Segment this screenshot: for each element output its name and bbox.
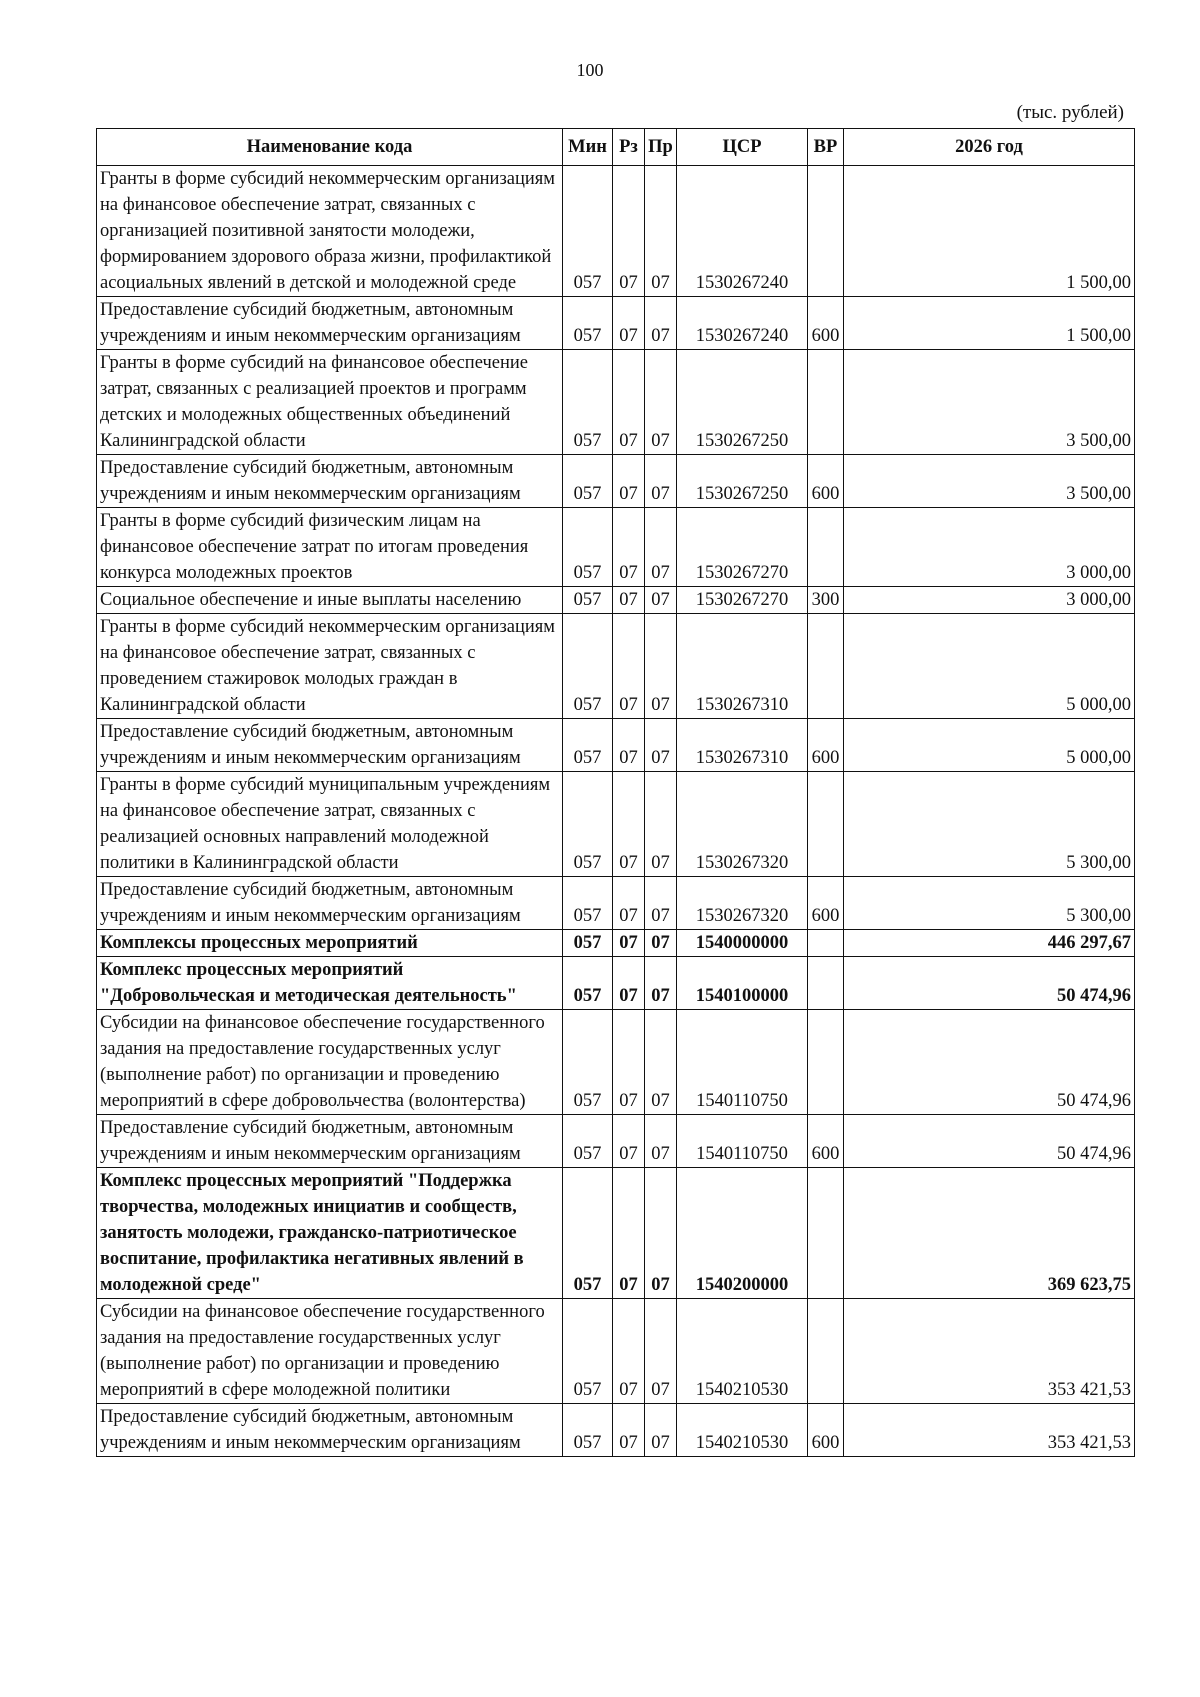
row-rz: 07 bbox=[613, 719, 645, 772]
row-csr: 1540100000 bbox=[677, 957, 808, 1010]
row-csr: 1530267270 bbox=[677, 508, 808, 587]
row-name: Гранты в форме субсидий на финансовое обеспечение затрат, связанных с реализацией проектов и программ детских и молодежных общественных объединений Калининградской области bbox=[97, 350, 563, 455]
row-pr: 07 bbox=[645, 350, 677, 455]
row-rz: 07 bbox=[613, 614, 645, 719]
row-csr: 1530267320 bbox=[677, 772, 808, 877]
row-pr: 07 bbox=[645, 1168, 677, 1299]
row-csr: 1530267310 bbox=[677, 614, 808, 719]
table-row bbox=[97, 1010, 1135, 1115]
row-pr: 07 bbox=[645, 930, 677, 957]
table-row bbox=[97, 1115, 1135, 1168]
row-min: 057 bbox=[563, 877, 613, 930]
row-pr: 07 bbox=[645, 877, 677, 930]
row-min: 057 bbox=[563, 614, 613, 719]
header-name: Наименование кода bbox=[97, 129, 563, 166]
row-name: Предоставление субсидий бюджетным, автономным учреждениям и иным некоммерческим организациям bbox=[97, 877, 563, 930]
row-min: 057 bbox=[563, 957, 613, 1010]
row-name: Комплекс процессных мероприятий "Добровольческая и методическая деятельность" bbox=[97, 957, 563, 1010]
row-name: Субсидии на финансовое обеспечение государственного задания на предоставление государственных услуг (выполнение работ) по организации и проведению мероприятий в сфере добровольчества (волонтерства) bbox=[97, 1010, 563, 1115]
row-vr bbox=[808, 1168, 844, 1299]
row-name: Комплексы процессных мероприятий bbox=[97, 930, 563, 957]
row-amount: 5 000,00 bbox=[844, 719, 1135, 772]
row-vr bbox=[808, 1010, 844, 1115]
row-vr: 600 bbox=[808, 1115, 844, 1168]
row-amount: 50 474,96 bbox=[844, 1010, 1135, 1115]
header-pr: Пр bbox=[645, 129, 677, 166]
row-csr: 1540000000 bbox=[677, 930, 808, 957]
row-amount: 446 297,67 bbox=[844, 930, 1135, 957]
table-row bbox=[97, 455, 1135, 508]
row-vr: 600 bbox=[808, 1404, 844, 1457]
row-name: Гранты в форме субсидий физическим лицам на финансовое обеспечение затрат по итогам проведения конкурса молодежных проектов bbox=[97, 508, 563, 587]
row-rz: 07 bbox=[613, 1299, 645, 1404]
row-name: Предоставление субсидий бюджетным, автономным учреждениям и иным некоммерческим организациям bbox=[97, 297, 563, 350]
row-vr: 600 bbox=[808, 719, 844, 772]
row-rz: 07 bbox=[613, 772, 645, 877]
row-amount: 3 500,00 bbox=[844, 350, 1135, 455]
row-min: 057 bbox=[563, 455, 613, 508]
page-number: 100 bbox=[576, 60, 604, 80]
row-name: Гранты в форме субсидий некоммерческим организациям на финансовое обеспечение затрат, связанных с проведением стажировок молодых граждан в Калининградской области bbox=[97, 614, 563, 719]
row-rz: 07 bbox=[613, 350, 645, 455]
row-amount: 3 500,00 bbox=[844, 455, 1135, 508]
row-rz: 07 bbox=[613, 1115, 645, 1168]
row-rz: 07 bbox=[613, 455, 645, 508]
table-row bbox=[97, 930, 1135, 957]
table-row bbox=[97, 1404, 1135, 1457]
row-csr: 1530267310 bbox=[677, 719, 808, 772]
row-csr: 1530267250 bbox=[677, 455, 808, 508]
row-csr: 1530267320 bbox=[677, 877, 808, 930]
row-csr: 1540200000 bbox=[677, 1168, 808, 1299]
table-row bbox=[97, 877, 1135, 930]
row-amount: 369 623,75 bbox=[844, 1168, 1135, 1299]
row-vr bbox=[808, 614, 844, 719]
table-row bbox=[97, 350, 1135, 455]
row-name: Предоставление субсидий бюджетным, автономным учреждениям и иным некоммерческим организациям bbox=[97, 719, 563, 772]
row-vr bbox=[808, 772, 844, 877]
row-pr: 07 bbox=[645, 455, 677, 508]
row-amount: 353 421,53 bbox=[844, 1299, 1135, 1404]
row-pr: 07 bbox=[645, 297, 677, 350]
row-amount: 5 300,00 bbox=[844, 772, 1135, 877]
row-min: 057 bbox=[563, 1404, 613, 1457]
table-row bbox=[97, 166, 1135, 297]
row-vr bbox=[808, 166, 844, 297]
row-name: Предоставление субсидий бюджетным, автономным учреждениям и иным некоммерческим организациям bbox=[97, 1404, 563, 1457]
row-pr: 07 bbox=[645, 719, 677, 772]
row-min: 057 bbox=[563, 508, 613, 587]
row-min: 057 bbox=[563, 350, 613, 455]
header-year: 2026 год bbox=[844, 129, 1135, 166]
table-row bbox=[97, 957, 1135, 1010]
row-vr bbox=[808, 1299, 844, 1404]
table-row bbox=[97, 297, 1135, 350]
row-min: 057 bbox=[563, 772, 613, 877]
row-amount: 3 000,00 bbox=[844, 508, 1135, 587]
table-row bbox=[97, 719, 1135, 772]
row-pr: 07 bbox=[645, 957, 677, 1010]
row-csr: 1530267250 bbox=[677, 350, 808, 455]
row-name: Предоставление субсидий бюджетным, автономным учреждениям и иным некоммерческим организациям bbox=[97, 1115, 563, 1168]
row-csr: 1540110750 bbox=[677, 1010, 808, 1115]
row-vr: 600 bbox=[808, 455, 844, 508]
row-rz: 07 bbox=[613, 508, 645, 587]
row-rz: 07 bbox=[613, 957, 645, 1010]
table-row bbox=[97, 1168, 1135, 1299]
row-vr: 600 bbox=[808, 877, 844, 930]
header-csr: ЦСР bbox=[677, 129, 808, 166]
row-csr: 1530267240 bbox=[677, 166, 808, 297]
table-row bbox=[97, 614, 1135, 719]
budget-table bbox=[96, 128, 1135, 1457]
row-amount: 5 300,00 bbox=[844, 877, 1135, 930]
row-pr: 07 bbox=[645, 1404, 677, 1457]
row-rz: 07 bbox=[613, 877, 645, 930]
row-name: Субсидии на финансовое обеспечение государственного задания на предоставление государственных услуг (выполнение работ) по организации и проведению мероприятий в сфере молодежной политики bbox=[97, 1299, 563, 1404]
row-amount: 3 000,00 bbox=[844, 587, 1135, 614]
row-min: 057 bbox=[563, 1115, 613, 1168]
row-csr: 1530267270 bbox=[677, 587, 808, 614]
row-pr: 07 bbox=[645, 772, 677, 877]
row-min: 057 bbox=[563, 719, 613, 772]
row-min: 057 bbox=[563, 587, 613, 614]
row-pr: 07 bbox=[645, 166, 677, 297]
row-min: 057 bbox=[563, 1168, 613, 1299]
row-vr bbox=[808, 508, 844, 587]
row-rz: 07 bbox=[613, 1404, 645, 1457]
row-min: 057 bbox=[563, 297, 613, 350]
table-row bbox=[97, 772, 1135, 877]
row-rz: 07 bbox=[613, 297, 645, 350]
row-name: Гранты в форме субсидий некоммерческим организациям на финансовое обеспечение затрат, связанных с организацией позитивной занятости молодежи, формированием здорового образа жизни, профилактикой асоциальных явлений в детской и молодежной среде bbox=[97, 166, 563, 297]
row-name: Гранты в форме субсидий муниципальным учреждениям на финансовое обеспечение затрат, связанных с реализацией основных направлений молодежной политики в Калининградской области bbox=[97, 772, 563, 877]
row-rz: 07 bbox=[613, 1168, 645, 1299]
row-csr: 1530267240 bbox=[677, 297, 808, 350]
table-row bbox=[97, 508, 1135, 587]
row-csr: 1540210530 bbox=[677, 1299, 808, 1404]
row-vr bbox=[808, 930, 844, 957]
row-rz: 07 bbox=[613, 166, 645, 297]
header-vr: ВР bbox=[808, 129, 844, 166]
row-amount: 5 000,00 bbox=[844, 614, 1135, 719]
row-amount: 1 500,00 bbox=[844, 166, 1135, 297]
row-pr: 07 bbox=[645, 1299, 677, 1404]
row-pr: 07 bbox=[645, 1115, 677, 1168]
row-pr: 07 bbox=[645, 508, 677, 587]
table-row bbox=[97, 587, 1135, 614]
row-min: 057 bbox=[563, 930, 613, 957]
row-rz: 07 bbox=[613, 930, 645, 957]
table-header-row bbox=[97, 129, 1135, 166]
row-pr: 07 bbox=[645, 587, 677, 614]
row-csr: 1540210530 bbox=[677, 1404, 808, 1457]
row-min: 057 bbox=[563, 1010, 613, 1115]
row-rz: 07 bbox=[613, 587, 645, 614]
row-amount: 353 421,53 bbox=[844, 1404, 1135, 1457]
row-pr: 07 bbox=[645, 614, 677, 719]
row-vr: 300 bbox=[808, 587, 844, 614]
header-min: Мин bbox=[563, 129, 613, 166]
row-name: Предоставление субсидий бюджетным, автономным учреждениям и иным некоммерческим организациям bbox=[97, 455, 563, 508]
units-label: (тыс. рублей) bbox=[1016, 102, 1124, 123]
row-vr bbox=[808, 957, 844, 1010]
row-vr: 600 bbox=[808, 297, 844, 350]
table-row bbox=[97, 1299, 1135, 1404]
row-vr bbox=[808, 350, 844, 455]
row-rz: 07 bbox=[613, 1010, 645, 1115]
row-amount: 50 474,96 bbox=[844, 957, 1135, 1010]
row-pr: 07 bbox=[645, 1010, 677, 1115]
row-csr: 1540110750 bbox=[677, 1115, 808, 1168]
row-min: 057 bbox=[563, 166, 613, 297]
row-amount: 1 500,00 bbox=[844, 297, 1135, 350]
row-name: Социальное обеспечение и иные выплаты населению bbox=[97, 587, 563, 614]
header-rz: Рз bbox=[613, 129, 645, 166]
row-name: Комплекс процессных мероприятий "Поддержка творчества, молодежных инициатив и сообществ, занятость молодежи, гражданско-патриотическое воспитание, профилактика негативных явлений в молодежной среде" bbox=[97, 1168, 563, 1299]
row-min: 057 bbox=[563, 1299, 613, 1404]
row-amount: 50 474,96 bbox=[844, 1115, 1135, 1168]
